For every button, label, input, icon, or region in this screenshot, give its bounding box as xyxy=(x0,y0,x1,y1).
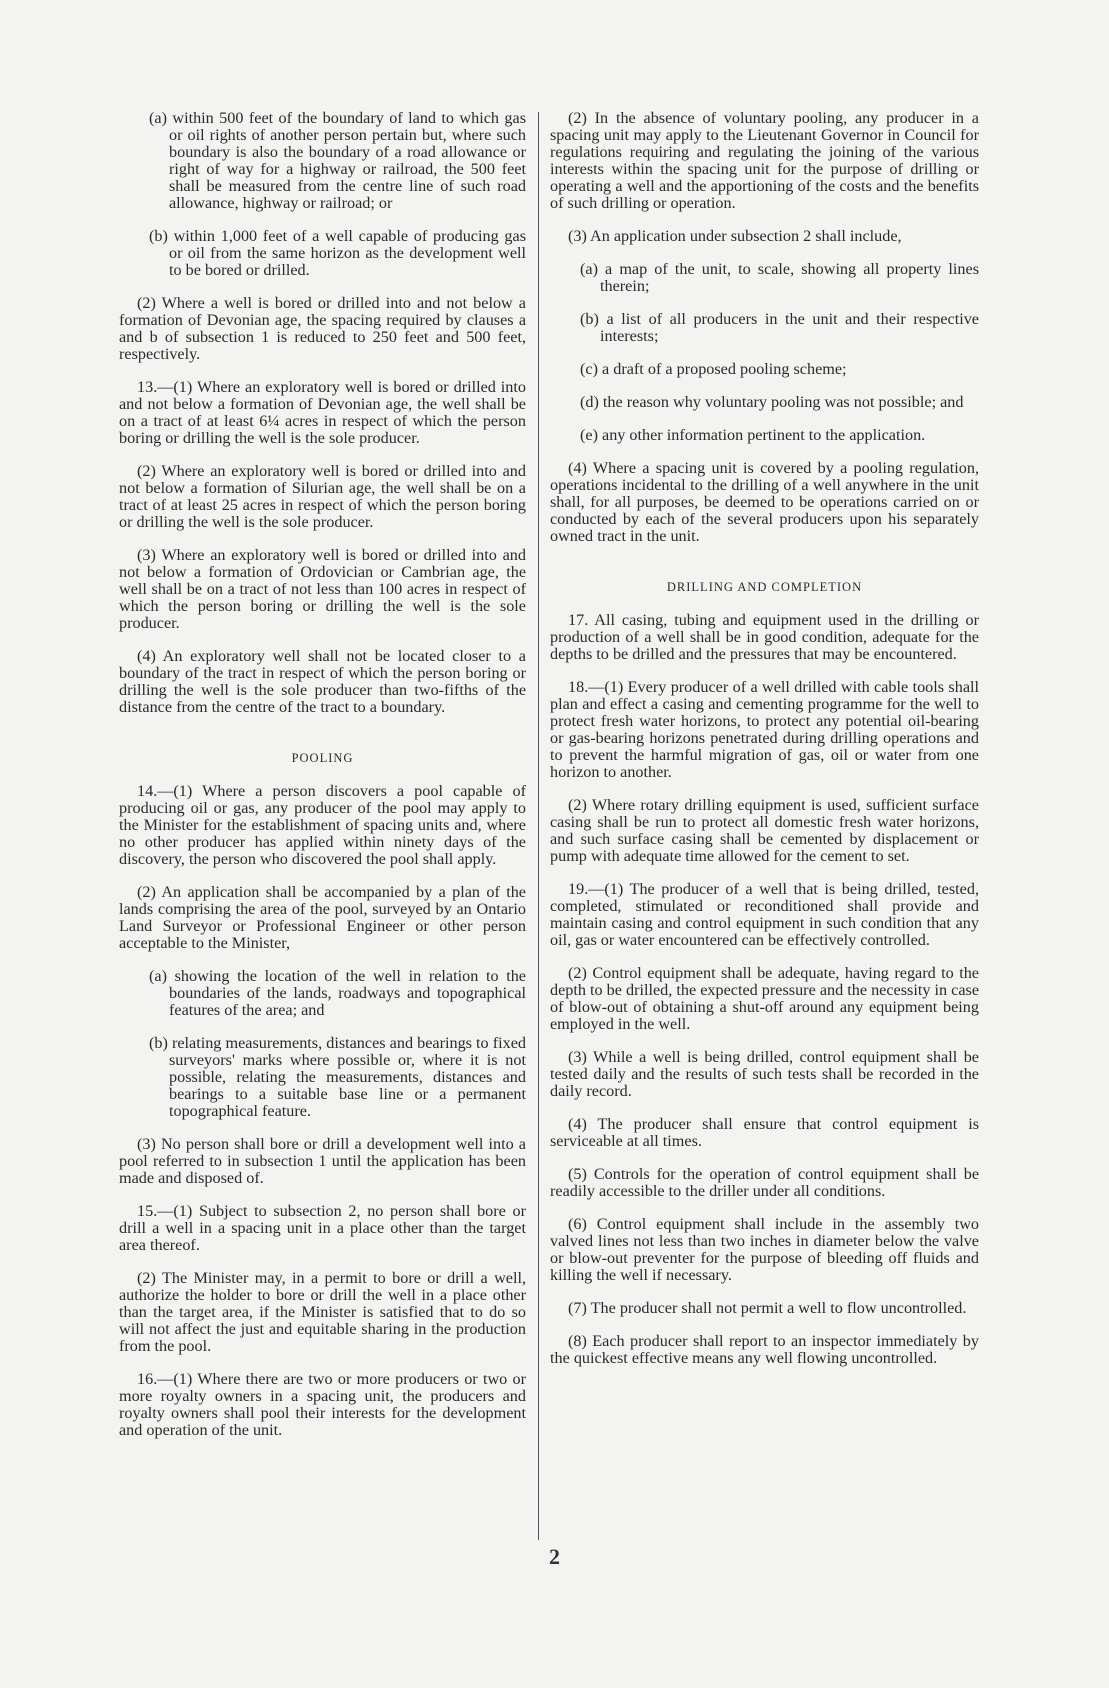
section-13-3: (3) Where an exploratory well is bored or drilled into and not below a formation of Ordovician or Cambrian age, the well shall be on a tract of not less than 100 acres in respect of which the person boring or drilling the well is the sole producer. xyxy=(119,546,526,632)
section-12-2: (2) Where a well is bored or drilled into and not below a formation of Devonian age, the spacing required by clauses a and b of subsection 1 is reduced to 250 feet and 500 feet, respectively. xyxy=(119,294,526,363)
section-19-1: 19.—(1) The producer of a well that is being drilled, tested, completed, stimulated or reconditioned shall provide and maintain casing and control equipment in such condition that any oil, gas or water encountered can be effectively controlled. xyxy=(550,880,979,949)
section-19-5: (5) Controls for the operation of control equipment shall be readily accessible to the driller under all conditions. xyxy=(550,1165,979,1200)
left-column xyxy=(119,110,526,1455)
section-14-2: (2) An application shall be accompanied by a plan of the lands comprising the area of the pool, surveyed by an Ontario Land Surveyor or Professional Engineer or other person acceptable to the Minister, xyxy=(119,883,526,952)
section-19-3: (3) While a well is being drilled, control equipment shall be tested daily and the results of such tests shall be recorded in the daily record. xyxy=(550,1048,979,1100)
page-number: 2 xyxy=(549,1544,560,1569)
section-14-3: (3) No person shall bore or drill a development well into a pool referred to in subsection 1 until the application has been made and disposed of. xyxy=(119,1135,526,1187)
section-16-4: (4) Where a spacing unit is covered by a pooling regulation, operations incidental to the drilling of a well anywhere in the unit shall, for all purposes, be deemed to be operations carried on or conducted by each of the several producers upon his separately owned tract in the unit. xyxy=(550,459,979,545)
clause-16-3-d: (d) the reason why voluntary pooling was not possible; and xyxy=(580,393,964,411)
section-19-7: (7) The producer shall not permit a well to flow uncontrolled. xyxy=(568,1299,967,1317)
clause-16-3-c: (c) a draft of a proposed pooling scheme; xyxy=(580,360,847,378)
section-19-2: (2) Control equipment shall be adequate, having regard to the depth to be drilled, the expected pressure and the necessity in case of blow-out of obtaining a shut-off around any equipment being employed in the well. xyxy=(550,964,979,1033)
section-15-1: 15.—(1) Subject to subsection 2, no person shall bore or drill a well in a spacing unit in a place other than the target area thereof. xyxy=(119,1202,526,1254)
section-13-4: (4) An exploratory well shall not be located closer to a boundary of the tract in respect of which the person boring or drilling the well is the sole producer than two-fifths of the distance from the centre of the tract to a boundary. xyxy=(119,647,526,716)
section-18-2: (2) Where rotary drilling equipment is used, sufficient surface casing shall be run to protect all domestic fresh water horizons, and such surface casing shall be cemented by displacement or pump with adequate time allowed for the cement to set. xyxy=(550,796,979,865)
section-15-2: (2) The Minister may, in a permit to bore or drill a well, authorize the holder to bore or drill the well in a place other than the target area, if the Minister is satisfied that to do so will not affect the just and equitable sharing in the production from the pool. xyxy=(119,1269,526,1355)
section-16-1: 16.—(1) Where there are two or more producers or two or more royalty owners in a spacing unit, the producers and royalty owners shall pool their interests for the development and operation of the unit. xyxy=(119,1370,526,1439)
section-13-2: (2) Where an exploratory well is bored or drilled into and not below a formation of Silurian age, the well shall be on a tract of at least 25 acres in respect of which the person boring or drilling the well is the sole producer. xyxy=(119,462,526,531)
clause-16-3-b: (b) a list of all producers in the unit and their respective interests; xyxy=(580,310,979,345)
clause-14-2-b: (b) relating measurements, distances and bearings to fixed surveyors' marks where possible or, where it is not possible, relating the measurements, distances and bearings to a suitable base line or a permanent topographical feature. xyxy=(149,1034,526,1120)
right-column xyxy=(550,110,979,1383)
section-19-4: (4) The producer shall ensure that control equipment is serviceable at all times. xyxy=(550,1115,979,1150)
section-14-1: 14.—(1) Where a person discovers a pool capable of producing oil or gas, any producer of the pool may apply to the Minister for the establishment of spacing units and, where no other producer has applied within ninety days of the discovery, the person who discovered the pool shall apply. xyxy=(119,782,526,868)
column-divider xyxy=(538,112,539,1540)
heading-drilling-completion: DRILLING AND COMPLETION xyxy=(666,580,863,594)
section-17: 17. All casing, tubing and equipment used in the drilling or production of a well shall be in good condition, adequate for the depths to be drilled and the pressures that may be encountered. xyxy=(550,611,979,663)
clause-12-b: (b) within 1,000 feet of a well capable of producing gas or oil from the same horizon as the development well to be bored or drilled. xyxy=(149,227,526,279)
clause-16-3-a: (a) a map of the unit, to scale, showing all property lines therein; xyxy=(580,260,979,295)
section-16-3: (3) An application under subsection 2 shall include, xyxy=(568,227,902,245)
section-13-1: 13.—(1) Where an exploratory well is bored or drilled into and not below a formation of Devonian age, the well shall be on a tract of at least 6¼ acres in respect of which the person boring or drilling the well is the sole producer. xyxy=(119,378,526,447)
clause-16-3-e: (e) any other information pertinent to the application. xyxy=(580,426,926,444)
section-19-6: (6) Control equipment shall include in the assembly two valved lines not less than two inches in diameter below the valve or blow-out preventer for the purpose of bleeding off fluids and killing the well if necessary. xyxy=(550,1215,979,1284)
section-16-2: (2) In the absence of voluntary pooling, any producer in a spacing unit may apply to the Lieutenant Governor in Council for regulations requiring and regulating the joining of the various interests within the spacing unit for the purpose of drilling or operating a well and the apportioning of the costs and the benefits of such drilling or operation. xyxy=(550,109,979,212)
clause-14-2-a: (a) showing the location of the well in relation to the boundaries of the lands, roadways and topographical features of the area; and xyxy=(149,967,526,1019)
section-18-1: 18.—(1) Every producer of a well drilled with cable tools shall plan and effect a casing and cementing programme for the well to protect fresh water horizons, to protect any potential oil-bearing or gas-bearing horizons penetrated during drilling operations and to prevent the harmful migration of gas, oil or water from one horizon to another. xyxy=(550,678,979,781)
heading-pooling: POOLING xyxy=(291,751,354,765)
clause-12-a: (a) within 500 feet of the boundary of land to which gas or oil rights of another person pertain but, where such boundary is also the boundary of a road allowance or right of way for a highway or railroad, the 500 feet shall be measured from the centre line of such road allowance, highway or railroad; or xyxy=(149,109,526,212)
section-19-8: (8) Each producer shall report to an inspector immediately by the quickest effective means any well flowing uncontrolled. xyxy=(550,1332,979,1367)
